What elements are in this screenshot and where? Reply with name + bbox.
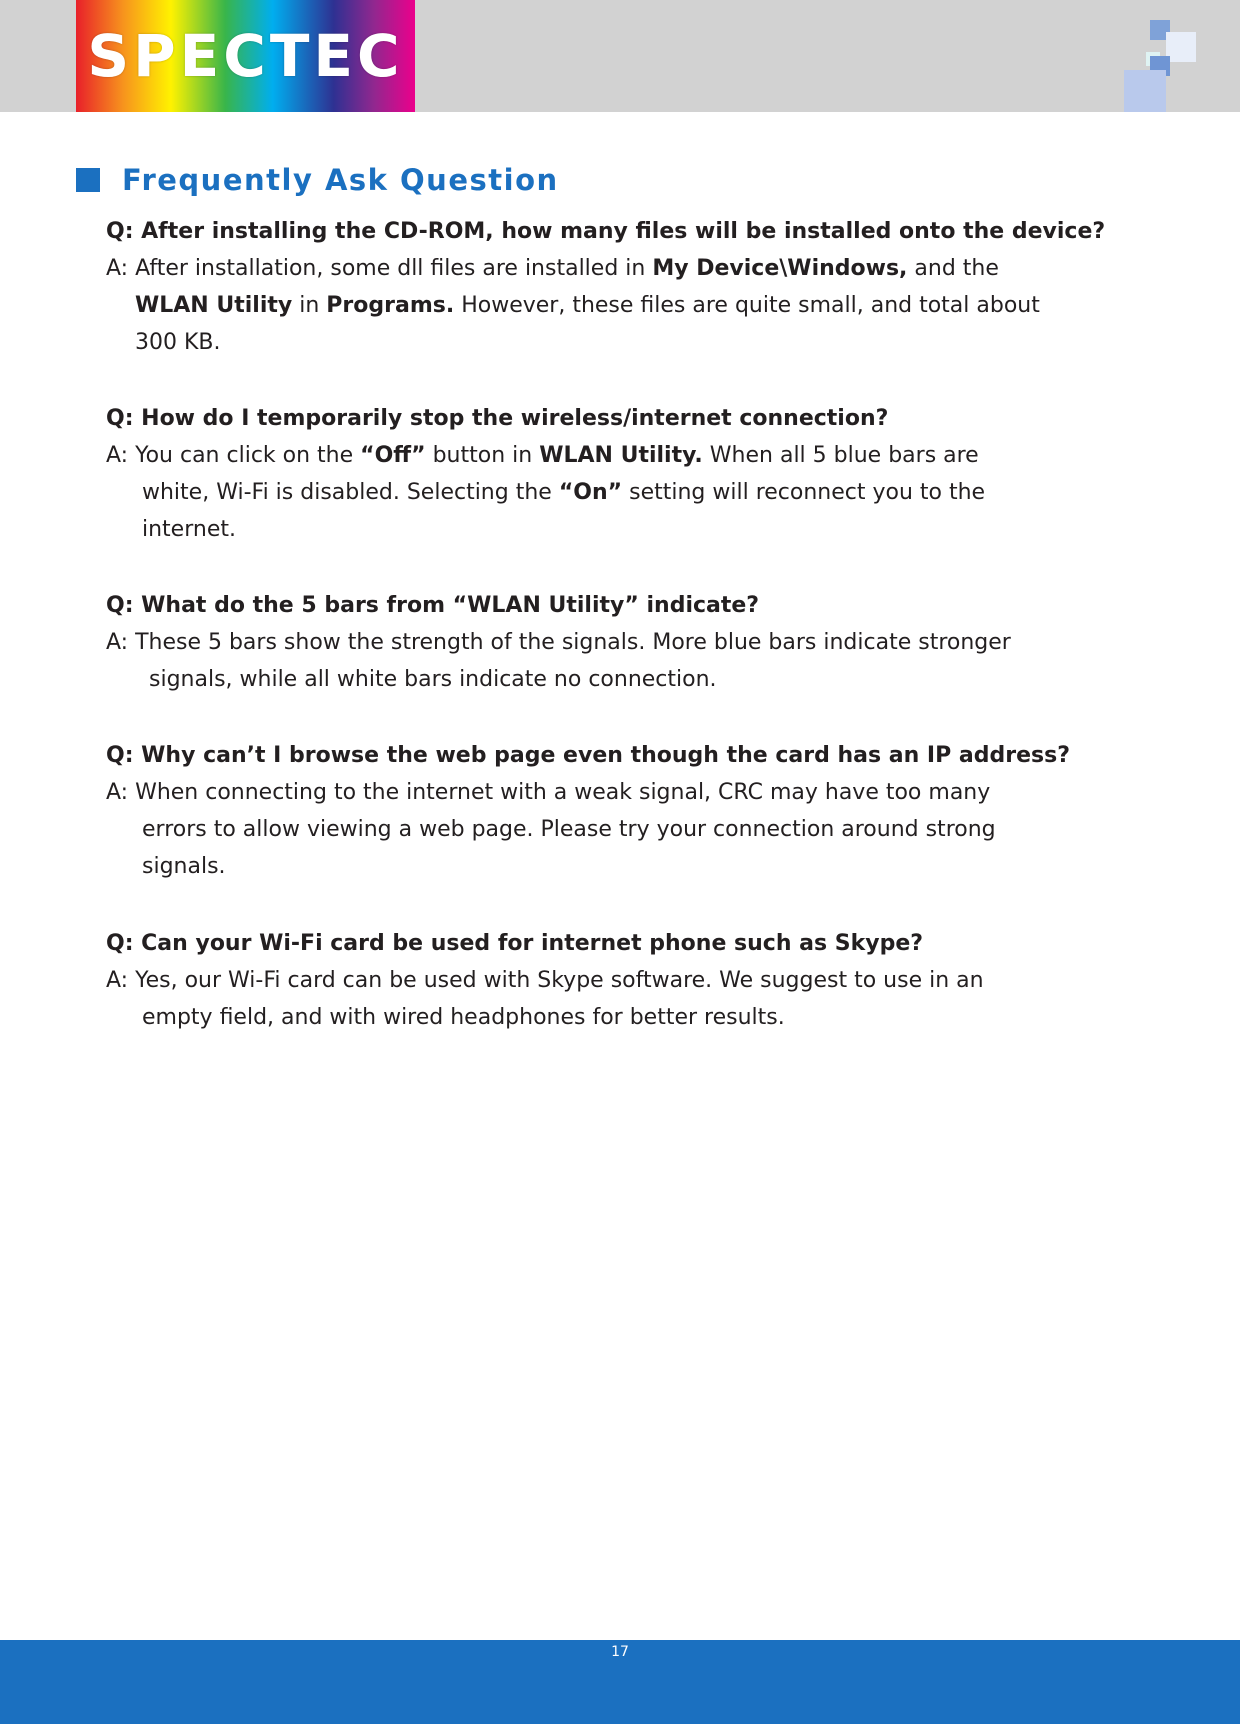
faq-answer: [106, 250, 1136, 361]
answer-bold: WLAN Utility: [135, 293, 293, 318]
logo-text: SPECTEC: [87, 22, 404, 90]
answer-text: in: [292, 293, 327, 318]
answer-text: When all 5 blue bars are: [702, 443, 979, 468]
answer-line: 300 KB.: [135, 330, 221, 355]
answer-text: However, these files are quite small, and total about: [454, 293, 1040, 318]
faq-question: Q: How do I temporarily stop the wireless/internet connection?: [106, 406, 889, 431]
title-square-icon: [76, 168, 100, 192]
answer-text: and the: [907, 256, 999, 281]
answer-text: A: After installation, some dll files are installed in: [106, 256, 653, 281]
answer-text: white, Wi-Fi is disabled. Selecting the: [142, 480, 559, 505]
answer-text: A: You can click on the: [106, 443, 361, 468]
faq-answer: [106, 437, 1136, 548]
faq-question: Q: Can your Wi-Fi card be used for internet phone such as Skype?: [106, 931, 923, 956]
faq-item: [106, 213, 1136, 361]
answer-bold: Programs.: [326, 293, 455, 318]
faq-item: [106, 587, 1136, 698]
faq-answer: [106, 774, 1136, 885]
spectec-logo: [76, 0, 415, 112]
answer-bold: WLAN Utility.: [539, 443, 703, 468]
answer-line: internet.: [142, 517, 236, 542]
faq-item: [106, 925, 1136, 1036]
answer-text: A: These 5 bars show the strength of the signals. More blue bars indicate stronger: [106, 630, 1011, 655]
answer-line: errors to allow viewing a web page. Please try your connection around strong: [142, 817, 996, 842]
decorative-square-icon: [1124, 70, 1166, 112]
faq-answer: [106, 962, 1136, 1036]
answer-bold: “Off”: [360, 443, 426, 468]
answer-line: signals, while all white bars indicate no connection.: [149, 667, 717, 692]
answer-text: setting will reconnect you to the: [622, 480, 986, 505]
faq-answer: [106, 624, 1136, 698]
answer-line: [106, 287, 1136, 324]
answer-text: A: When connecting to the internet with a weak signal, CRC may have too many: [106, 780, 991, 805]
faq-question: Q: What do the 5 bars from “WLAN Utility” indicate?: [106, 593, 760, 618]
answer-line: [106, 474, 1136, 511]
decorative-square-icon: [1166, 32, 1196, 62]
answer-line: empty field, and with wired headphones for better results.: [142, 1005, 785, 1030]
page-number: 17: [611, 1644, 629, 1660]
answer-bold: “On”: [558, 480, 623, 505]
answer-text: button in: [425, 443, 540, 468]
answer-line: signals.: [142, 854, 226, 879]
page-title: Frequently Ask Question: [122, 163, 559, 197]
answer-bold: My Device\Windows,: [652, 256, 908, 281]
section-title: [76, 160, 559, 200]
faq-question: Q: Why can’t I browse the web page even though the card has an IP address?: [106, 743, 1070, 768]
faq-item: [106, 400, 1136, 548]
faq-item: [106, 737, 1136, 885]
faq-question: Q: After installing the CD-ROM, how many files will be installed onto the device?: [106, 219, 1106, 244]
answer-text: A: Yes, our Wi-Fi card can be used with Skype software. We suggest to use in an: [106, 968, 984, 993]
